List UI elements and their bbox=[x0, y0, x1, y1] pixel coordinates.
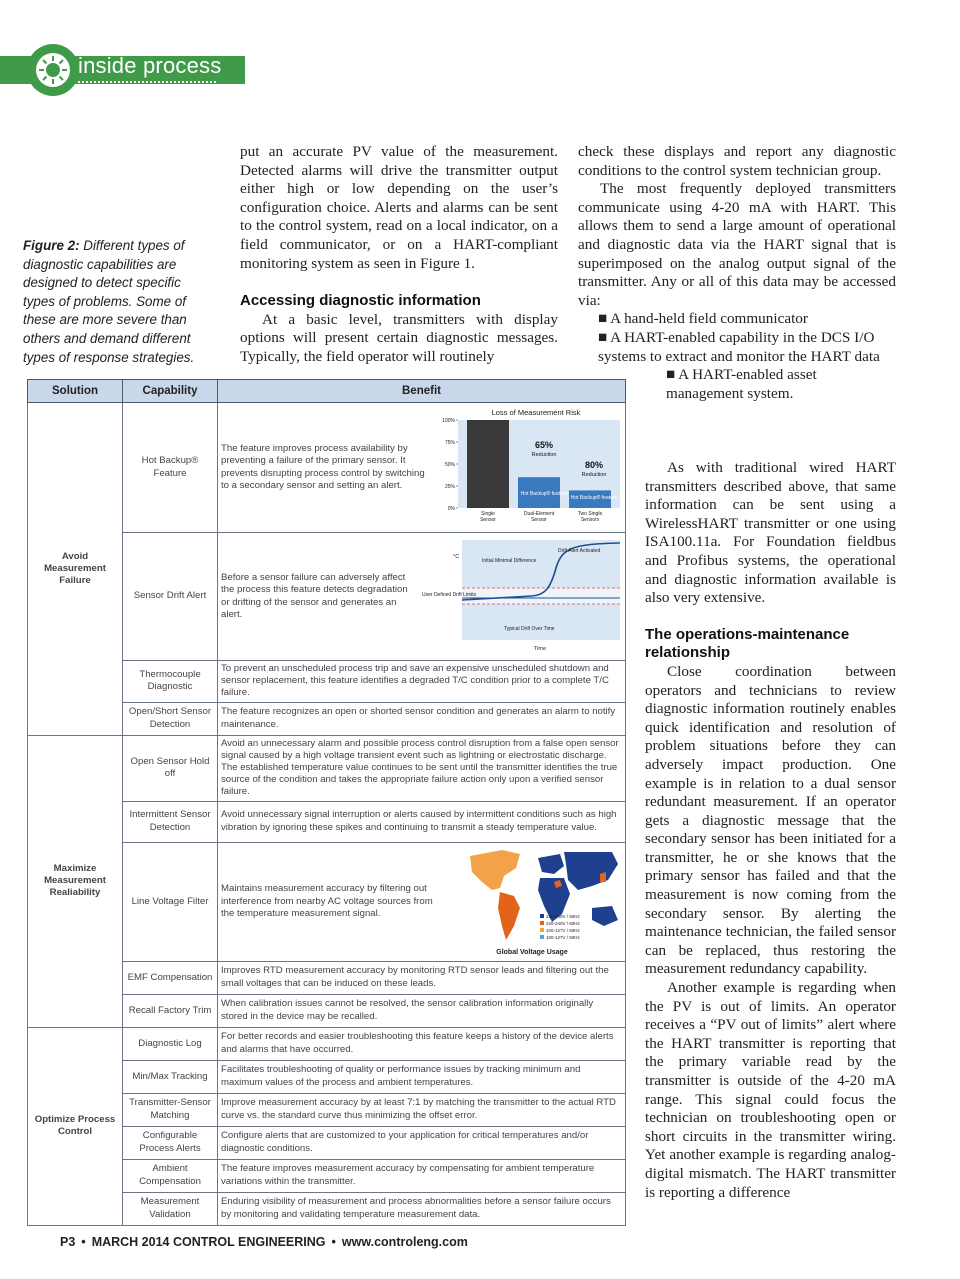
y-tick-label: 75% bbox=[444, 439, 455, 446]
header-benefit: Benefit bbox=[218, 380, 626, 403]
capability-cell: Diagnostic Log bbox=[123, 1027, 218, 1060]
bar-inner-label-2: Hot Backup® feature bbox=[570, 494, 618, 501]
table-row bbox=[28, 1027, 626, 1060]
y-tick-label: 50% bbox=[444, 461, 455, 468]
header-logo bbox=[36, 53, 70, 87]
reduction-value-1: 65% bbox=[534, 439, 554, 450]
legend-label: 220-240V / 50Hz bbox=[546, 913, 580, 919]
capability-cell: Recall Factory Trim bbox=[123, 994, 218, 1027]
y-tick-label: 25% bbox=[444, 483, 455, 490]
y-axis-label: °C bbox=[453, 553, 460, 560]
risk-bar-chart bbox=[432, 406, 622, 530]
page-number: P3 bbox=[60, 1235, 76, 1249]
legend-swatch bbox=[540, 928, 544, 932]
bullet-icon: ■ bbox=[598, 310, 611, 328]
drift-limit-band bbox=[462, 588, 620, 604]
benefit-cell: Improves RTD measurement accuracy by monitoring RTD sensor leads and filtering out the small voltages that can be induced on these leads. bbox=[218, 961, 626, 994]
benefit-cell: Avoid an unnecessary alarm and possible process control disruption from a false open sensor signal caused by a high voltage transient event such as lightning or electrostatic discharge. The established temperature value continues to be sent until the transmitter identifies the true source of the condition and takes the appropriate failure action only upon a verified sensor failure. bbox=[218, 735, 626, 801]
paragraph: check these displays and report any diagnostic conditions to the control system technician group. bbox=[578, 143, 896, 179]
figure-label: Figure 2: bbox=[23, 238, 80, 253]
bar bbox=[467, 420, 509, 508]
benefit-cell: Enduring visibility of measurement and process abnormalities before a sensor failure occurs by monitoring and validating temperature measurement data. bbox=[218, 1192, 626, 1225]
sunburst-icon bbox=[36, 53, 70, 87]
drift-chart bbox=[422, 538, 622, 656]
benefit-cell: Improve measurement accuracy by at least 7:1 by matching the transmitter to the actual RTD curve vs. the standard curve thus minimizing the offset error. bbox=[218, 1093, 626, 1126]
benefit-cell: The feature improves measurement accuracy by compensating for ambient temperature variations within the transmitter. bbox=[218, 1159, 626, 1192]
issue-info: MARCH 2014 CONTROL ENGINEERING bbox=[91, 1235, 326, 1249]
benefit-cell bbox=[218, 842, 626, 961]
capability-cell: Intermittent Sensor Detection bbox=[123, 801, 218, 842]
capability-cell: Line Voltage Filter bbox=[123, 842, 218, 961]
benefit-cell: Facilitates troubleshooting of quality or performance issues by tracking minimum and maximum values of the process and ambient temperatures. bbox=[218, 1060, 626, 1093]
benefit-cell bbox=[218, 403, 626, 533]
world-voltage-map bbox=[442, 846, 622, 958]
x-tick-label: Single bbox=[481, 510, 495, 517]
bullet-icon: ■ bbox=[598, 328, 611, 346]
benefit-text: Maintains measurement accuracy by filtering out interference from nearby AC voltage sources from the temperature measurement signal. bbox=[221, 883, 433, 919]
benefit-cell: For better records and easier troubleshooting this feature keeps a history of the device alerts and alarms that have occurred. bbox=[218, 1027, 626, 1060]
bullet-icon: ■ bbox=[666, 366, 679, 384]
table-row bbox=[28, 735, 626, 801]
benefit-cell: The feature recognizes an open or shorted sensor condition and generates an alarm to notify maintenance. bbox=[218, 702, 626, 735]
benefit-text: Before a sensor failure can adversely affect the process this feature detects degradation or drifting of the sensor and generates an alert. bbox=[221, 572, 408, 620]
paragraph: The most frequently deployed transmitters communicate using 4-20 mA with HART. This allows them to send a large amount of operational and diagnostic data via the HART signal that is superimposed on the analog output signal of the transmitter. Any or all of this data may be accessed via: bbox=[578, 180, 896, 309]
x-tick-label: Sensor bbox=[531, 516, 547, 523]
benefit-cell bbox=[218, 533, 626, 661]
map-asia bbox=[564, 852, 618, 890]
annotation-initial-difference: Initial Minimal Difference bbox=[482, 557, 537, 564]
map-australia bbox=[592, 906, 618, 926]
section-heading: The operations-maintenance relationship bbox=[645, 625, 850, 662]
paragraph: As with traditional wired HART transmitters described above, that same information can be sent using a WirelessHART transmitter or one using ISA100.11a. For Foundation fieldbus and Profibus systems, the operational and diagnostic information available is also very extensive. bbox=[645, 459, 896, 607]
paragraph: Close coordination between operators and technicians to review diagnostic information routinely enables quick identification and resolution of problem situations before they can adversely impact production. One example is in relation to a dual sensor redundant measurement. If an operator gets a diagnostic message that the secondary sensor has been initiated for a transmitter, he or she knows that the primary sensor has failed and that the measurement is now coming from the secondary sensor. By alerting the maintenance technician, the failed sensor can be replaced, thus restoring the measurement redundancy capability. bbox=[645, 662, 896, 978]
capability-cell: Ambient Compensation bbox=[123, 1159, 218, 1192]
capability-cell: Open Sensor Hold off bbox=[123, 735, 218, 801]
article-column-2 bbox=[240, 143, 558, 367]
diagnostics-table bbox=[27, 379, 626, 1226]
table-row bbox=[28, 403, 626, 533]
legend-swatch bbox=[540, 914, 544, 918]
legend-swatch bbox=[540, 921, 544, 925]
solution-cell: Avoid Measurement Failure bbox=[28, 403, 123, 736]
bullet-item: ■ A hand-held field communicator bbox=[598, 310, 808, 328]
section-heading: Accessing diagnostic information bbox=[240, 292, 481, 310]
x-tick-label: Sensors bbox=[580, 516, 600, 523]
paragraph: At a basic level, transmitters with display options will present certain diagnostic messages. Typically, the field operator will routinely bbox=[240, 310, 558, 365]
paragraph: put an accurate PV value of the measurement. Detected alarms will drive the transmitter output either high or low depending on the user’s configuration choice. Alerts and alarms can be sent to the control system, read on a local indicator, on a field communicator, or on a HART-compliant monitoring system as seen in Figure 1. bbox=[240, 143, 558, 272]
header-divider bbox=[78, 81, 216, 83]
header-capability: Capability bbox=[123, 380, 218, 403]
capability-cell: Hot Backup® Feature bbox=[123, 403, 218, 533]
bullet-item: ■ A HART-enabled asset management system. bbox=[666, 366, 817, 402]
annotation-drift-alert: Drift Alert Activated bbox=[558, 547, 601, 554]
reduction-label-1: Reduction bbox=[531, 451, 557, 458]
benefit-cell: When calibration issues cannot be resolved, the sensor calibration information originally stored in the device may be recalled. bbox=[218, 994, 626, 1027]
capability-cell: Sensor Drift Alert bbox=[123, 533, 218, 661]
bullet-item: ■ A HART-enabled capability in the DCS I/O systems to extract and monitor the HART data bbox=[598, 328, 880, 365]
benefit-cell: Configure alerts that are customized to your application for critical temperatures and/or diagnostic conditions. bbox=[218, 1126, 626, 1159]
legend-label: 220-240V / 60Hz bbox=[546, 920, 580, 926]
bar-inner-label-1: Hot Backup® feature bbox=[520, 490, 568, 497]
solution-cell: Maximize Measurement Realiability bbox=[28, 735, 123, 1027]
chart-title: Loss of Measurement Risk bbox=[491, 407, 581, 417]
annotation-typical-drift: Typical Drift Over Time bbox=[504, 625, 555, 632]
capability-cell: Transmitter-Sensor Matching bbox=[123, 1093, 218, 1126]
section-title: inside process bbox=[78, 53, 222, 78]
capability-cell: Thermocouple Diagnostic bbox=[123, 661, 218, 703]
legend-swatch bbox=[540, 935, 544, 939]
capability-cell: Measurement Validation bbox=[123, 1192, 218, 1225]
page-footer bbox=[60, 1235, 468, 1249]
y-tick-label: 100% bbox=[442, 417, 455, 424]
legend-label: 100-127V / 50Hz bbox=[546, 934, 580, 940]
x-tick-label: Sensor bbox=[480, 516, 496, 523]
table-header-row bbox=[28, 380, 626, 403]
x-axis-label: Time bbox=[533, 645, 547, 652]
map-title: Global Voltage Usage bbox=[496, 948, 568, 956]
benefit-cell: To prevent an unscheduled process trip and save an expensive unscheduled shutdown and sensor replacement, this feature identifies a degraded T/C condition prior to a complete T/C failure. bbox=[218, 661, 626, 703]
reduction-value-2: 80% bbox=[584, 459, 604, 470]
map-south-america bbox=[498, 892, 520, 940]
benefit-cell: Avoid unnecessary signal interruption or alerts caused by intermittent conditions such as high vibration by ignoring these spikes and continuing to transmit a steady temperature value. bbox=[218, 801, 626, 842]
annotation-drift-limits: User Defined Drift Limits bbox=[422, 591, 477, 598]
figure-caption-text: Different types of diagnostic capabilities are designed to detect specific types of problems. Some of these are more severe than others and demand different types of response strategies. bbox=[23, 238, 195, 365]
capability-cell: Configurable Process Alerts bbox=[123, 1126, 218, 1159]
map-europe bbox=[538, 854, 564, 874]
paragraph: Another example is regarding when the PV is out of limits. An operator receives a “PV out of limits” alert where the HART transmitter is reporting that the primary variable read by the transmitter is outside of the 4-20 mA range. This signal could focus the technician on troubleshooting open or short circuits in the transmitter wiring. Yet another example is regarding analog-digital mismatch. The HART transmitter is reporting a difference bbox=[645, 979, 896, 1201]
y-tick-label: 0% bbox=[447, 505, 455, 512]
capability-cell: Open/Short Sensor Detection bbox=[123, 702, 218, 735]
benefit-text: The feature improves process availability by preventing a failure of the primary sensor. It prevents disrupting process control by switching to a secondary sensor and setting an alert. bbox=[221, 443, 425, 491]
x-tick-label: Dual-Element bbox=[523, 510, 555, 517]
capability-cell: EMF Compensation bbox=[123, 961, 218, 994]
website-link[interactable]: www.controleng.com bbox=[341, 1235, 468, 1249]
article-column-3 bbox=[578, 143, 896, 403]
figure-caption bbox=[23, 237, 213, 367]
solution-cell: Optimize Process Control bbox=[28, 1027, 123, 1225]
separator-dot: • bbox=[331, 1235, 336, 1249]
reduction-label-2: Reduction bbox=[581, 471, 607, 478]
capability-cell: Min/Max Tracking bbox=[123, 1060, 218, 1093]
map-north-america bbox=[470, 850, 520, 890]
x-tick-label: Two Single bbox=[577, 510, 603, 517]
legend-label: 100-127V / 60Hz bbox=[546, 927, 580, 933]
separator-dot: • bbox=[81, 1235, 86, 1249]
header-solution: Solution bbox=[28, 380, 123, 403]
article-column-3b bbox=[645, 459, 896, 1202]
